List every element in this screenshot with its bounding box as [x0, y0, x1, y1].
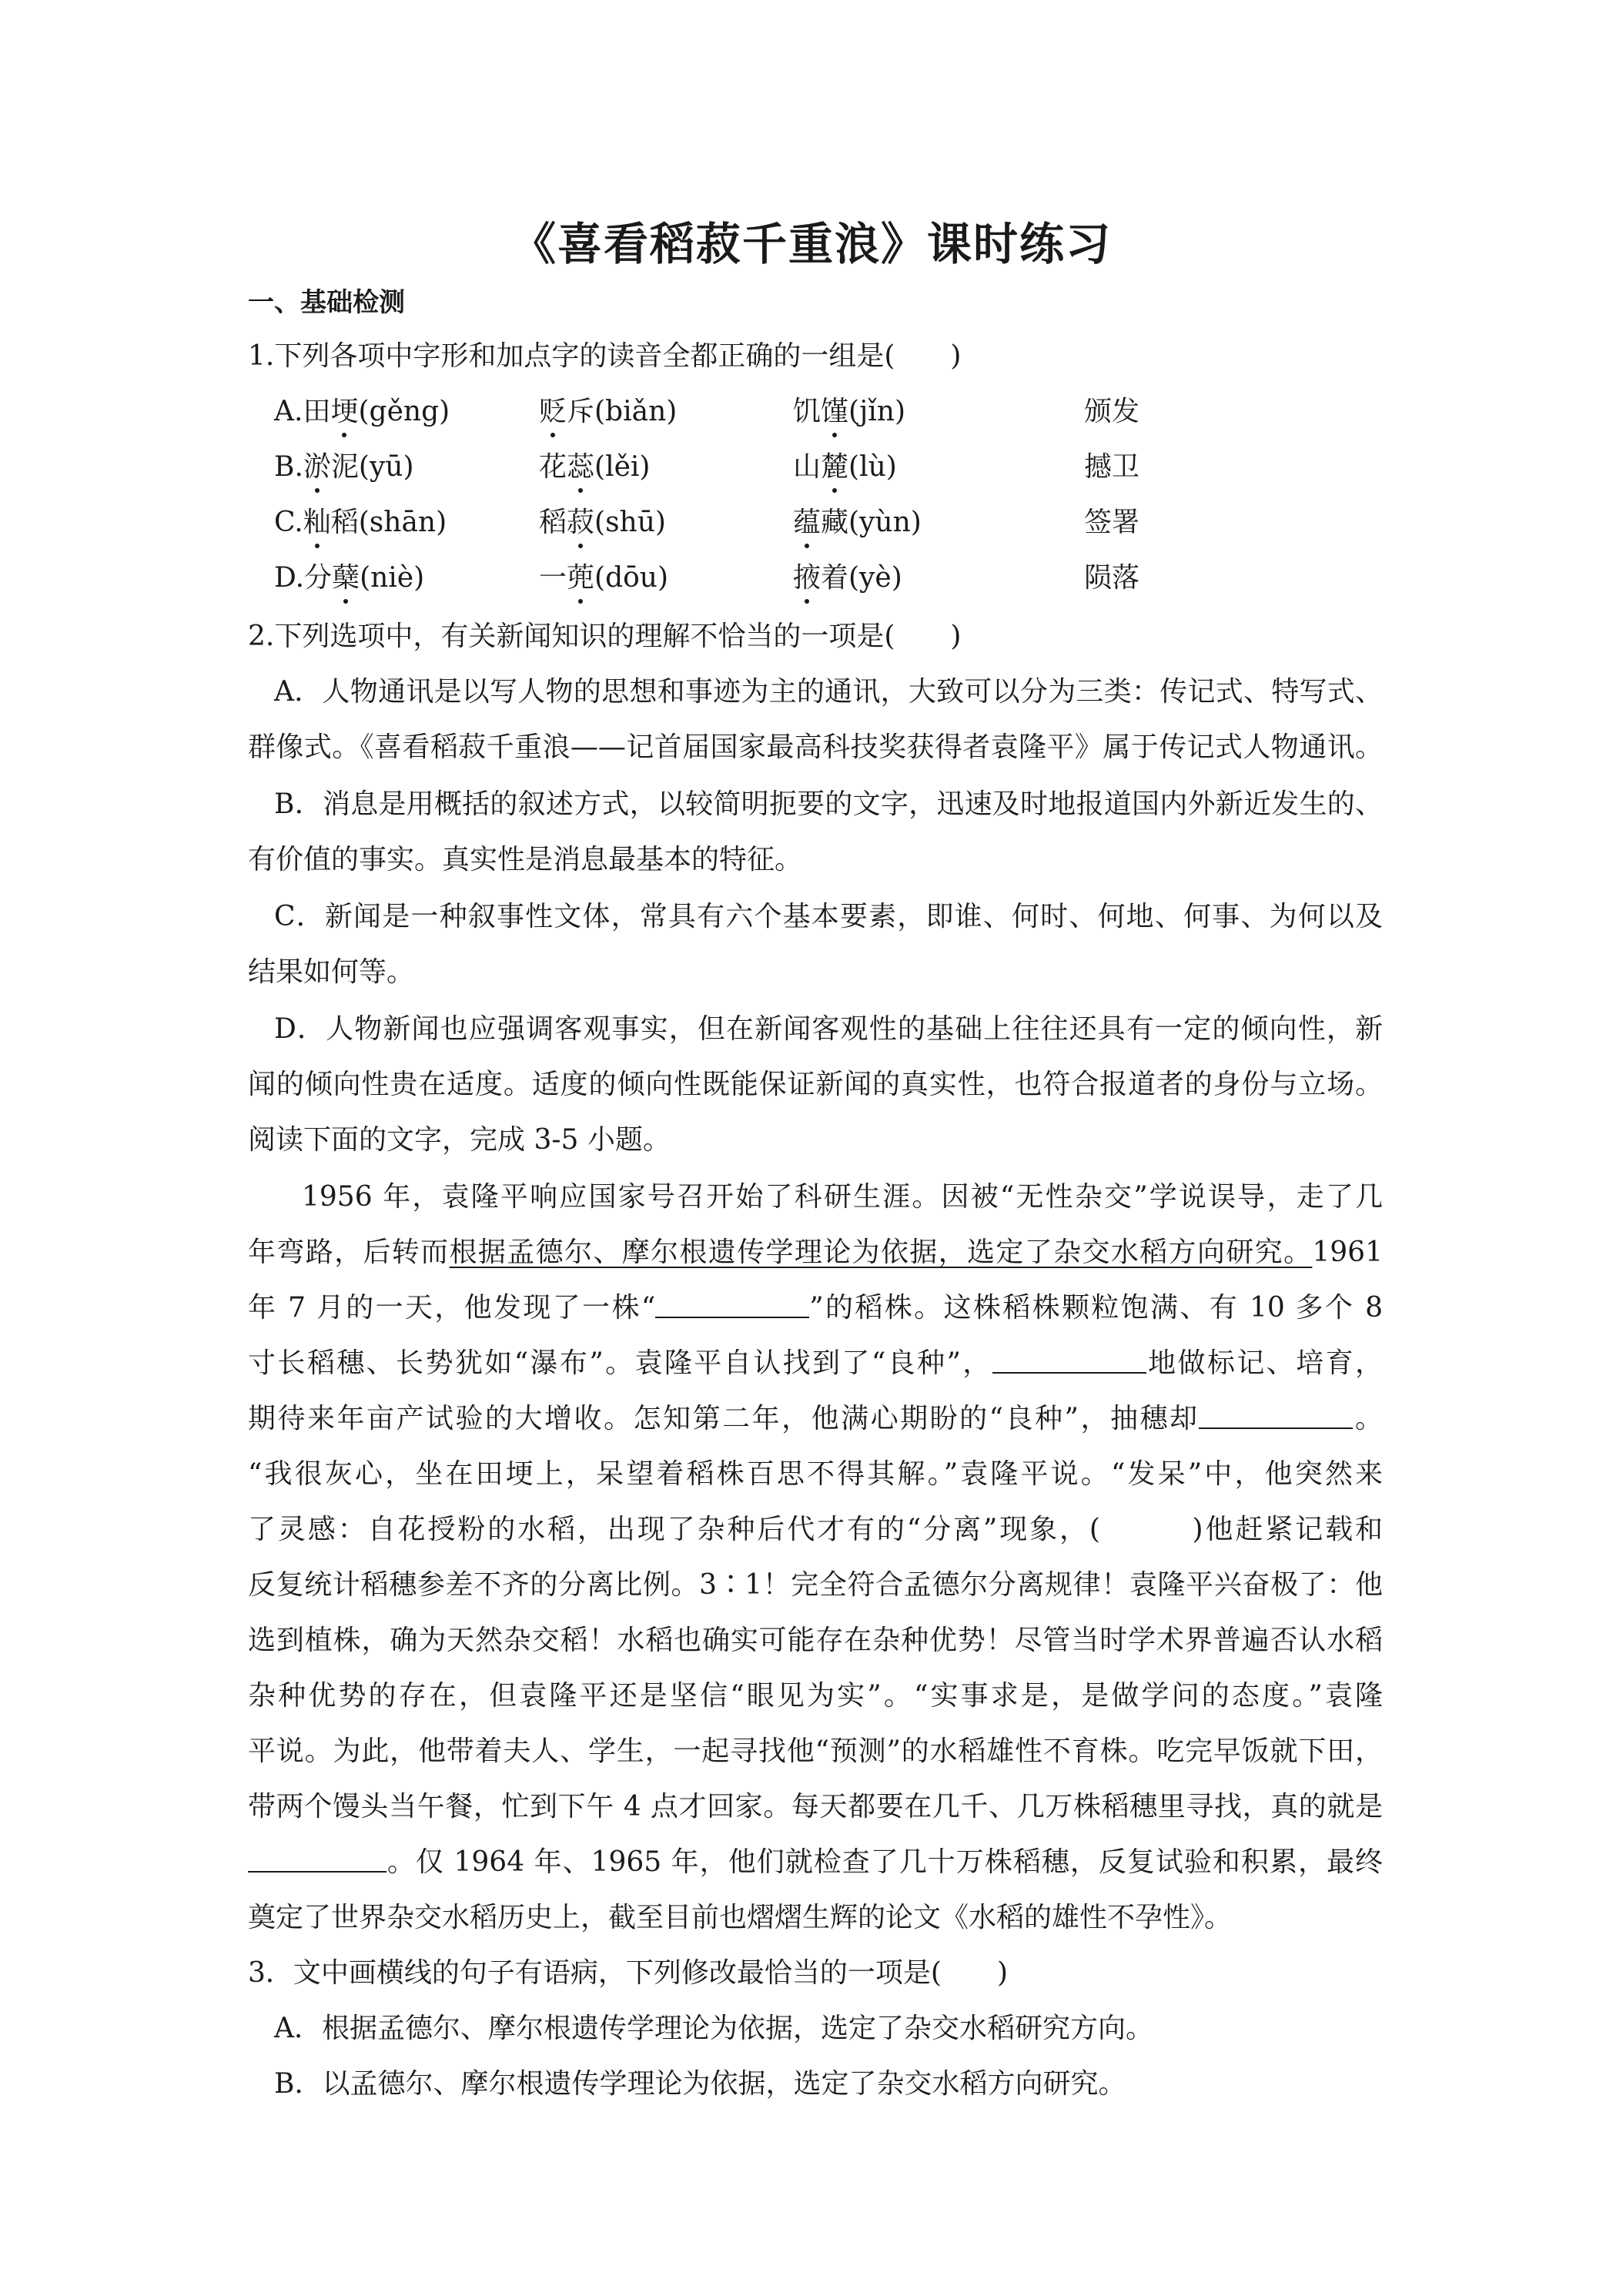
passage-line: 期待来年亩产试验的大增收。怎知第二年，他满心期盼的“良种”，抽穗却 。	[248, 1403, 1383, 1434]
dotted-char: 淤	[303, 450, 331, 485]
section-heading: 一、基础检测	[248, 287, 405, 318]
q1-b-col3: 山麓(lù)	[793, 450, 897, 485]
dotted-char: 掖	[793, 561, 821, 596]
q1-d-col3: 掖着(yè)	[793, 561, 902, 596]
passage-line: 选到植株，确为天然杂交稻！水稻也确实可能存在杂种优势！尽管当时学术界普遍否认水稻	[248, 1625, 1383, 1656]
q2-option-d-line2: 闻的倾向性贵在适度。适度的倾向性既能保证新闻的真实性，也符合报道者的身份与立场。	[248, 1069, 1383, 1100]
q1-a-col4: 颁发	[1084, 396, 1140, 427]
dotted-char: 蔸	[567, 561, 594, 596]
q1-stem: 1.下列各项中字形和加点字的读音全都正确的一组是( )	[248, 340, 962, 372]
q1-c-col3: 蕴藏(yùn)	[793, 505, 922, 541]
dotted-char: 贬	[539, 394, 567, 430]
q1-b-col1: B.淤泥(yū)	[274, 450, 414, 485]
q1-a-col3: 饥馑(jǐn)	[793, 394, 905, 430]
underlined-sentence: 根据孟德尔、摩尔根遗传学理论为依据，选定了杂交水稻方向研究。	[449, 1237, 1313, 1268]
dotted-char: 埂	[330, 394, 358, 430]
passage-line: 1956 年，袁隆平响应国家号召开始了科研生涯。因被“无性杂交”学说误导，走了几	[302, 1181, 1383, 1213]
q1-d-col4: 陨落	[1084, 562, 1140, 594]
passage-line: 奠定了世界杂交水稻历史上，截至目前也熠熠生辉的论文《水稻的雄性不孕性》。	[248, 1902, 1233, 1933]
option-label: A.	[274, 396, 303, 427]
q2-option-b-line2: 有价值的事实。真实性是消息最基本的特征。	[248, 844, 803, 875]
dotted-char: 菽	[567, 505, 594, 541]
q1-b-col4: 撼卫	[1084, 451, 1140, 483]
passage-line: 平说。为此，他带着夫人、学生，一起寻找他“预测”的水稻雄性不育株。吃完早饭就下田，	[248, 1735, 1383, 1767]
q3-stem: 3．文中画横线的句子有语病，下列修改最恰当的一项是( )	[248, 1957, 1008, 1989]
passage-line: 年 7 月的一天，他发现了一株“ ”的稻株。这株稻株颗粒饱满、有 10 多个 8	[248, 1292, 1383, 1324]
passage-line: 杂种优势的存在，但袁隆平还是坚信“眼见为实”。“实事求是，是做学问的态度。”袁隆	[248, 1680, 1383, 1712]
dotted-char: 蕴	[793, 505, 821, 541]
passage-line: 寸长稻穗、长势犹如“瀑布”。袁隆平自认找到了“良种”， 地做标记、培育，	[248, 1347, 1383, 1379]
q2-option-c-line1: C．新闻是一种叙事性文体，常具有六个基本要素，即谁、何时、何地、何事、为何以及	[274, 901, 1383, 932]
page-title: 《喜看稻菽千重浪》课时练习	[510, 218, 1112, 270]
q2-option-b-line1: B．消息是用概括的叙述方式，以较简明扼要的文字，迅速及时地报道国内外新近发生的、	[274, 788, 1383, 820]
q1-a-col2: 贬斥(biǎn)	[539, 394, 677, 430]
q1-d-col1: D.分蘖(niè)	[274, 561, 424, 596]
q2-option-d-line1: D．人物新闻也应强调客观事实，但在新闻客观性的基础上往往还具有一定的倾向性，新	[274, 1013, 1383, 1045]
fill-blank	[248, 1848, 387, 1873]
q2-option-c-line2: 结果如何等。	[248, 956, 415, 988]
q1-a-col1: A.田埂(gěng)	[274, 394, 450, 430]
reading-instruction: 阅读下面的文字，完成 3-5 小题。	[248, 1124, 671, 1156]
dotted-char: 蘖	[332, 561, 360, 596]
q2-option-a-line1: A．人物通讯是以写人物的思想和事迹为主的通讯，大致可以分为三类：传记式、特写式、	[274, 676, 1383, 708]
option-label: D.	[274, 562, 305, 594]
fill-blank	[1199, 1404, 1353, 1429]
q2-option-a-line2: 群像式。《喜看稻菽千重浪——记首届国家最高科技奖获得者袁隆平》属于传记式人物通讯。	[248, 731, 1383, 763]
q1-b-col2: 花蕊(lěi)	[539, 450, 650, 485]
passage-line: 。仅 1964 年、1965 年，他们就检查了几十万株稻穗，反复试验和积累，最终	[248, 1845, 1383, 1880]
option-label: C.	[274, 507, 303, 538]
q1-c-col2: 稻菽(shū)	[539, 505, 666, 541]
passage-line: 年弯路，后转而根据孟德尔、摩尔根遗传学理论为依据，选定了杂交水稻方向研究。1961	[248, 1237, 1383, 1268]
option-label: B.	[274, 451, 303, 483]
fill-blank	[655, 1294, 809, 1318]
fill-blank	[992, 1349, 1146, 1374]
q1-c-col1: C.籼稻(shān)	[274, 505, 447, 541]
q1-d-col2: 一蔸(dōu)	[539, 561, 668, 596]
dotted-char: 麓	[821, 450, 848, 485]
dotted-char: 籼	[303, 505, 331, 541]
passage-line: “我很灰心，坐在田埂上，呆望着稻株百思不得其解。”袁隆平说。“发呆”中，他突然来	[248, 1458, 1383, 1490]
q3-option-b: B．以孟德尔、摩尔根遗传学理论为依据，选定了杂交水稻方向研究。	[274, 2068, 1126, 2100]
passage-line: 带两个馒头当午餐，忙到下午 4 点才回家。每天都要在几千、几万株稻穗里寻找，真的就是	[248, 1791, 1383, 1822]
q2-stem: 2.下列选项中，有关新闻知识的理解不恰当的一项是( )	[248, 621, 962, 652]
q1-c-col4: 签署	[1084, 507, 1140, 538]
passage-line: 了灵感：自花授粉的水稻，出现了杂种后代才有的“分离”现象，( )他赶紧记载和	[248, 1514, 1383, 1545]
dotted-char: 馑	[821, 394, 848, 430]
dotted-char: 蕊	[567, 450, 594, 485]
passage-line: 反复统计稻穗参差不齐的分离比例。3∶1！完全符合孟德尔分离规律！袁隆平兴奋极了：他	[248, 1569, 1383, 1601]
q3-option-a: A．根据孟德尔、摩尔根遗传学理论为依据，选定了杂交水稻研究方向。	[274, 2013, 1153, 2044]
